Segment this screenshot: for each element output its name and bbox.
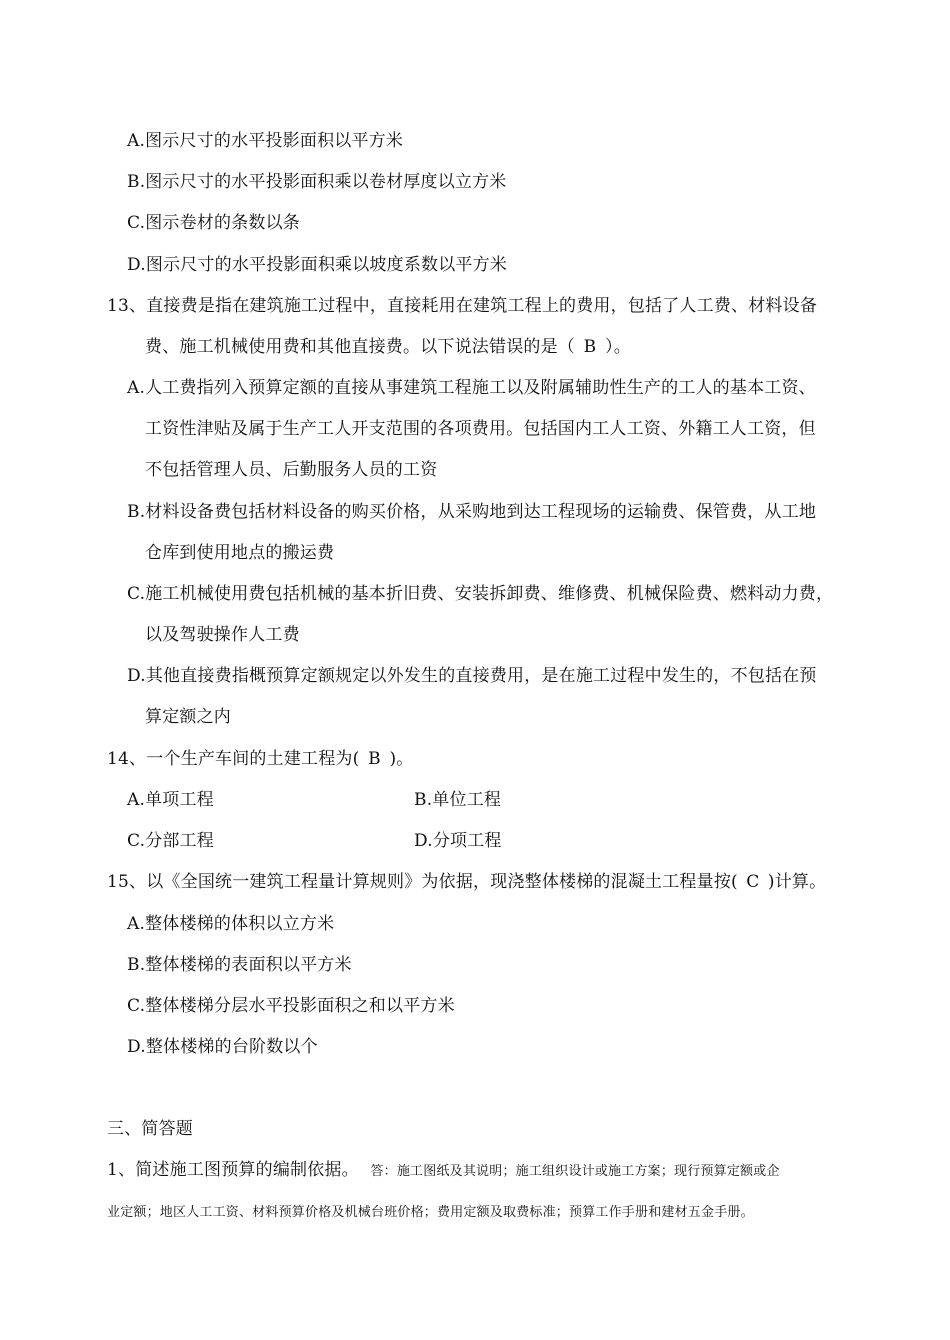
q12-option-b: B.图示尺寸的水平投影面积乘以卷材厚度以立方米 — [127, 172, 507, 192]
section3-q1-answer-line2: 业定额；地区人工工资、材料预算价格及机械台班价格；费用定额及取费标准；预算工作手册和建材五金手册。 — [107, 1205, 754, 1220]
q13-answer: B — [583, 337, 597, 357]
q14-option-c: C.分部工程 — [127, 831, 215, 851]
q13-stem-line2 — [145, 335, 631, 359]
q13-stem-post: ）。 — [605, 337, 631, 357]
q13-stem-pre: 费、施工机械使用费和其他直接费。以下说法错误的是（ — [145, 337, 575, 357]
q15-option-d: D.整体楼梯的台阶数以个 — [127, 1037, 318, 1057]
q14-stem — [107, 747, 414, 771]
q14-stem-pre: 14、一个生产车间的土建工程为( — [107, 749, 360, 769]
q14-answer: B — [368, 749, 381, 769]
section3-heading: 三、简答题 — [107, 1119, 193, 1139]
section3-q1-question: 1、简述施工图预算的编制依据。 — [107, 1160, 359, 1180]
q12-option-a: A.图示尺寸的水平投影面积以平方米 — [127, 131, 404, 151]
q13-option-a-line1: A.人工费指列入预算定额的直接从事建筑工程施工以及附属辅助性生产的工人的基本工资、 — [127, 378, 816, 398]
q14-option-d: D.分项工程 — [414, 831, 502, 851]
q15-stem — [107, 870, 826, 894]
q13-option-a-line2: 工资性津贴及属于生产工人开支范围的各项费用。包括国内工人工资、外籍工人工资，但 — [145, 419, 816, 439]
q13-option-b-line2: 仓库到使用地点的搬运费 — [145, 543, 335, 563]
q12-option-c: C.图示卷材的条数以条 — [127, 213, 301, 233]
q15-stem-post: )计算。 — [767, 872, 827, 892]
q13-option-d-line1: D.其他直接费指概预算定额规定以外发生的直接费用，是在施工过程中发生的，不包括在预 — [127, 666, 817, 686]
q15-answer: C — [746, 872, 760, 892]
q15-option-a: A.整体楼梯的体积以立方米 — [127, 914, 335, 934]
q13-stem-line1: 13、直接费是指在建筑施工过程中，直接耗用在建筑工程上的费用，包括了人工费、材料设备 — [107, 296, 818, 316]
q14-option-b: B.单位工程 — [414, 790, 502, 810]
q15-stem-pre: 15、以《全国统一建筑工程量计算规则》为依据，现浇整体楼梯的混凝土工程量按( — [107, 872, 738, 892]
q15-option-b: B.整体楼梯的表面积以平方米 — [127, 955, 352, 975]
section3-q1-answer-line1: 答：施工图纸及其说明；施工组织设计或施工方案；现行预算定额或企 — [370, 1164, 780, 1179]
q15-option-c: C.整体楼梯分层水平投影面积之和以平方米 — [127, 996, 455, 1016]
q13-option-d-line2: 算定额之内 — [145, 707, 231, 727]
q14-option-a: A.单项工程 — [127, 790, 214, 810]
section3-q1 — [107, 1158, 780, 1184]
q12-option-d: D.图示尺寸的水平投影面积乘以坡度系数以平方米 — [127, 255, 508, 275]
q13-option-b-line1: B.材料设备费包括材料设备的购买价格，从采购地到达工程现场的运输费、保管费，从工地 — [127, 502, 817, 522]
q13-option-a-line3: 不包括管理人员、后勤服务人员的工资 — [145, 460, 438, 480]
q13-option-c-line1: C.施工机械使用费包括机械的基本折旧费、安装拆卸费、维修费、机械保险费、燃料动力费， — [127, 584, 834, 604]
q13-option-c-line2: 以及驾驶操作人工费 — [145, 625, 300, 645]
q14-stem-post: )。 — [389, 749, 414, 769]
